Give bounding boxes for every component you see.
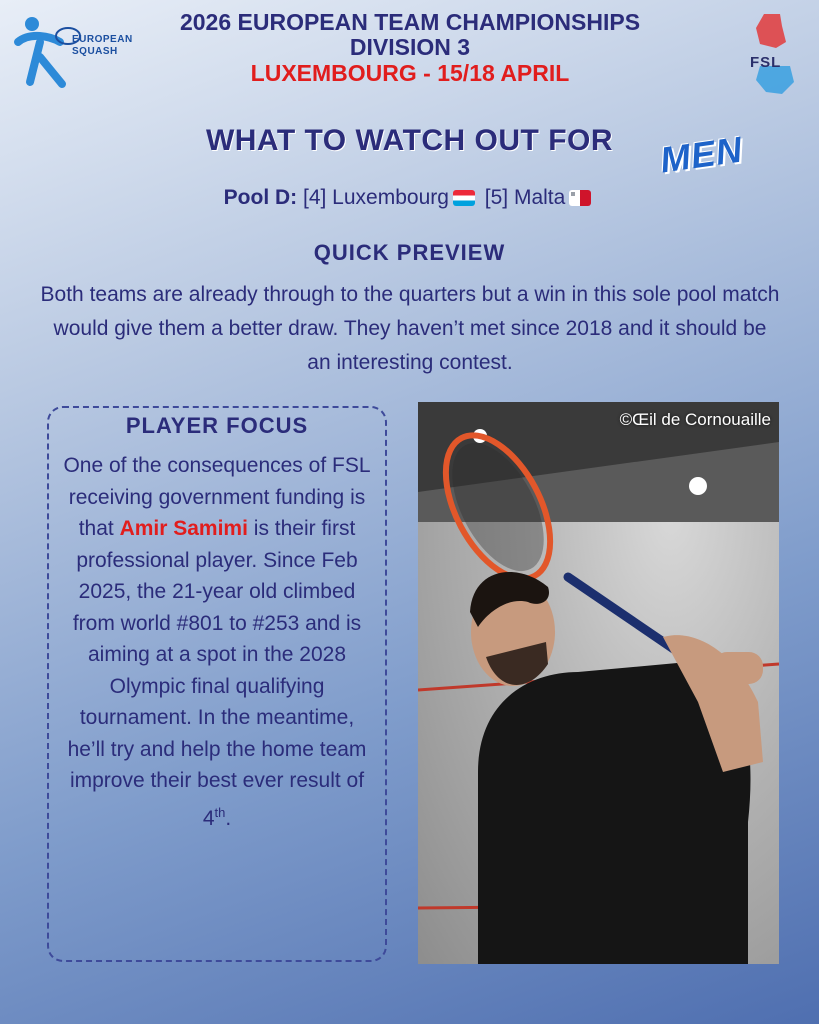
- event-header: [160, 10, 660, 86]
- pool-label: Pool D:: [223, 186, 298, 209]
- player-focus-text: [60, 450, 374, 834]
- event-location-dates: LUXEMBOURG - 15/18 APRIL: [250, 60, 570, 86]
- page-title: WHAT TO WATCH OUT FOR: [205, 124, 614, 157]
- squash-player-illustration: [418, 402, 779, 964]
- luxembourg-flag-icon: [453, 190, 475, 206]
- european-squash-logo: [10, 12, 150, 94]
- player-focus-text-end: .: [225, 806, 232, 830]
- team-malta: [5] Malta: [484, 186, 566, 209]
- event-division: DIVISION 3: [349, 34, 471, 60]
- european-squash-wordmark: EUROPEAN SQUASH: [72, 34, 133, 57]
- team-luxembourg: [4] Luxembourg: [303, 186, 449, 209]
- quick-preview-text: Both teams are already through to the quarters but a win in this sole pool match would give them a better draw. They haven’t met since 2018 and it should be an interesting contest.: [40, 283, 780, 374]
- quick-preview-heading: QUICK PREVIEW: [313, 240, 506, 265]
- malta-flag-icon: [569, 190, 591, 206]
- player-name: Amir Samimi: [119, 517, 248, 540]
- player-photo: [418, 402, 779, 964]
- fsl-logo: [746, 12, 806, 96]
- event-title: 2026 EUROPEAN TEAM CHAMPIONSHIPS: [179, 9, 641, 35]
- men-badge: MEN: [657, 128, 746, 181]
- player-focus-text-body: is their first professional player. Since Feb 2025, the 21-year old climbed from world #801 to #253 and is aiming at a spot in the 2028 Olympic final qualifying tournament. In the meantime, he’ll try and help the home team improve their best ever result of 4: [67, 517, 367, 830]
- ordinal-suffix: th: [214, 804, 226, 820]
- fsl-wordmark: FSL: [750, 54, 782, 71]
- photo-credit: ©Œil de Cornouaille: [619, 410, 771, 429]
- player-focus-heading: PLAYER FOCUS: [125, 413, 309, 438]
- pool-line: [0, 186, 819, 210]
- player-focus-text-intro: One of the consequences of FSL receiving government funding is that: [63, 454, 371, 540]
